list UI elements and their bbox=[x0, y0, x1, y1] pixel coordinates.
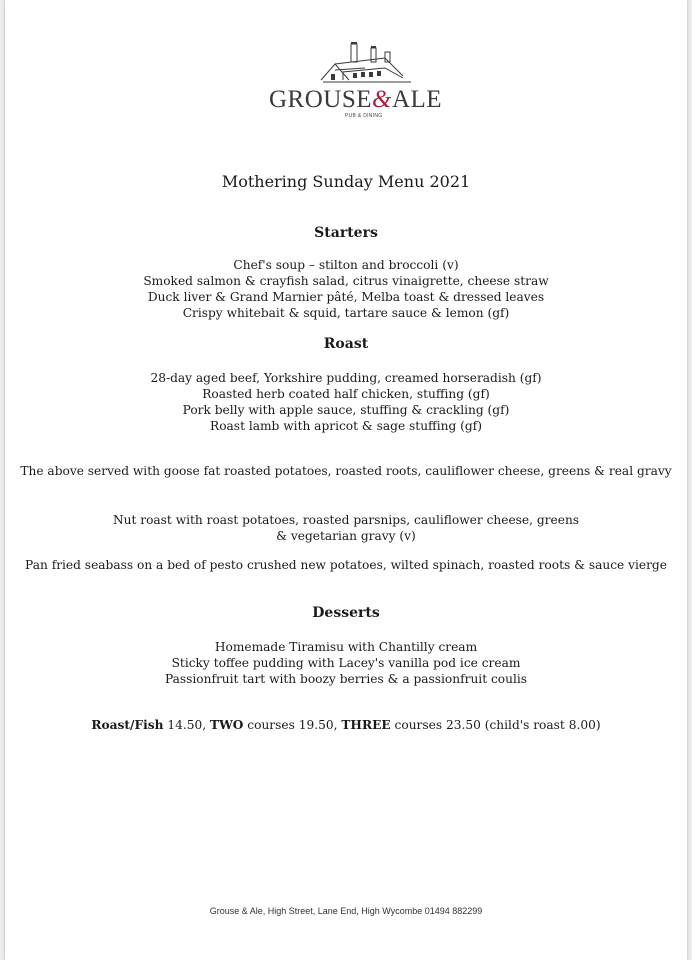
pricing-value: courses 19.50, bbox=[243, 718, 342, 732]
logo-name-right: ALE bbox=[391, 86, 443, 113]
nut-roast-line2: & vegetarian gravy (v) bbox=[276, 529, 416, 543]
logo-subtitle: PUB & DINING bbox=[345, 113, 383, 119]
pricing-line bbox=[5, 718, 687, 732]
footer-address: Grouse & Ale, High Street, Lane End, High Wycombe 01494 882299 bbox=[209, 906, 483, 916]
roast-heading: Roast bbox=[323, 336, 369, 352]
pricing-label-three: THREE bbox=[341, 718, 391, 732]
starters-heading: Starters bbox=[314, 225, 378, 241]
logo bbox=[235, 38, 475, 128]
starter-item: Chef's soup – stilton and broccoli (v) bbox=[233, 258, 459, 272]
logo-ampersand: & bbox=[372, 86, 392, 113]
roast-item: Pork belly with apple sauce, stuffing & crackling (gf) bbox=[182, 403, 510, 417]
menu-title: Mothering Sunday Menu 2021 bbox=[221, 172, 471, 191]
starter-item: Crispy whitebait & squid, tartare sauce & lemon (gf) bbox=[182, 306, 510, 320]
desserts-heading: Desserts bbox=[312, 605, 380, 621]
roast-accompaniments: The above served with goose fat roasted potatoes, roasted roots, cauliflower cheese, greens & real gravy bbox=[20, 464, 672, 478]
menu-page bbox=[5, 0, 687, 960]
roast-item: 28-day aged beef, Yorkshire pudding, creamed horseradish (gf) bbox=[150, 371, 542, 385]
pricing-value: 14.50, bbox=[163, 718, 211, 732]
dessert-item: Passionfruit tart with boozy berries & a passionfruit coulis bbox=[164, 672, 528, 686]
roast-item: Roast lamb with apricot & sage stuffing (gf) bbox=[210, 419, 482, 433]
starter-item: Smoked salmon & crayfish salad, citrus vinaigrette, cheese straw bbox=[143, 274, 549, 288]
dessert-item: Sticky toffee pudding with Lacey's vanilla pod ice cream bbox=[171, 656, 521, 670]
logo-wordmark bbox=[269, 86, 442, 114]
roast-item: Roasted herb coated half chicken, stuffing (gf) bbox=[202, 387, 490, 401]
pricing-label-roast-fish: Roast/Fish bbox=[91, 718, 164, 732]
seabass-item: Pan fried seabass on a bed of pesto crushed new potatoes, wilted spinach, roasted roots & sauce vierge bbox=[25, 558, 667, 572]
starter-item: Duck liver & Grand Marnier pâté, Melba toast & dressed leaves bbox=[147, 290, 545, 304]
dessert-item: Homemade Tiramisu with Chantilly cream bbox=[214, 640, 478, 654]
pricing-label-two: TWO bbox=[210, 718, 244, 732]
logo-name-left: GROUSE bbox=[269, 86, 373, 113]
nut-roast-line1: Nut roast with roast potatoes, roasted parsnips, cauliflower cheese, greens bbox=[112, 513, 580, 527]
pricing-value: courses 23.50 (child's roast 8.00) bbox=[390, 718, 601, 732]
